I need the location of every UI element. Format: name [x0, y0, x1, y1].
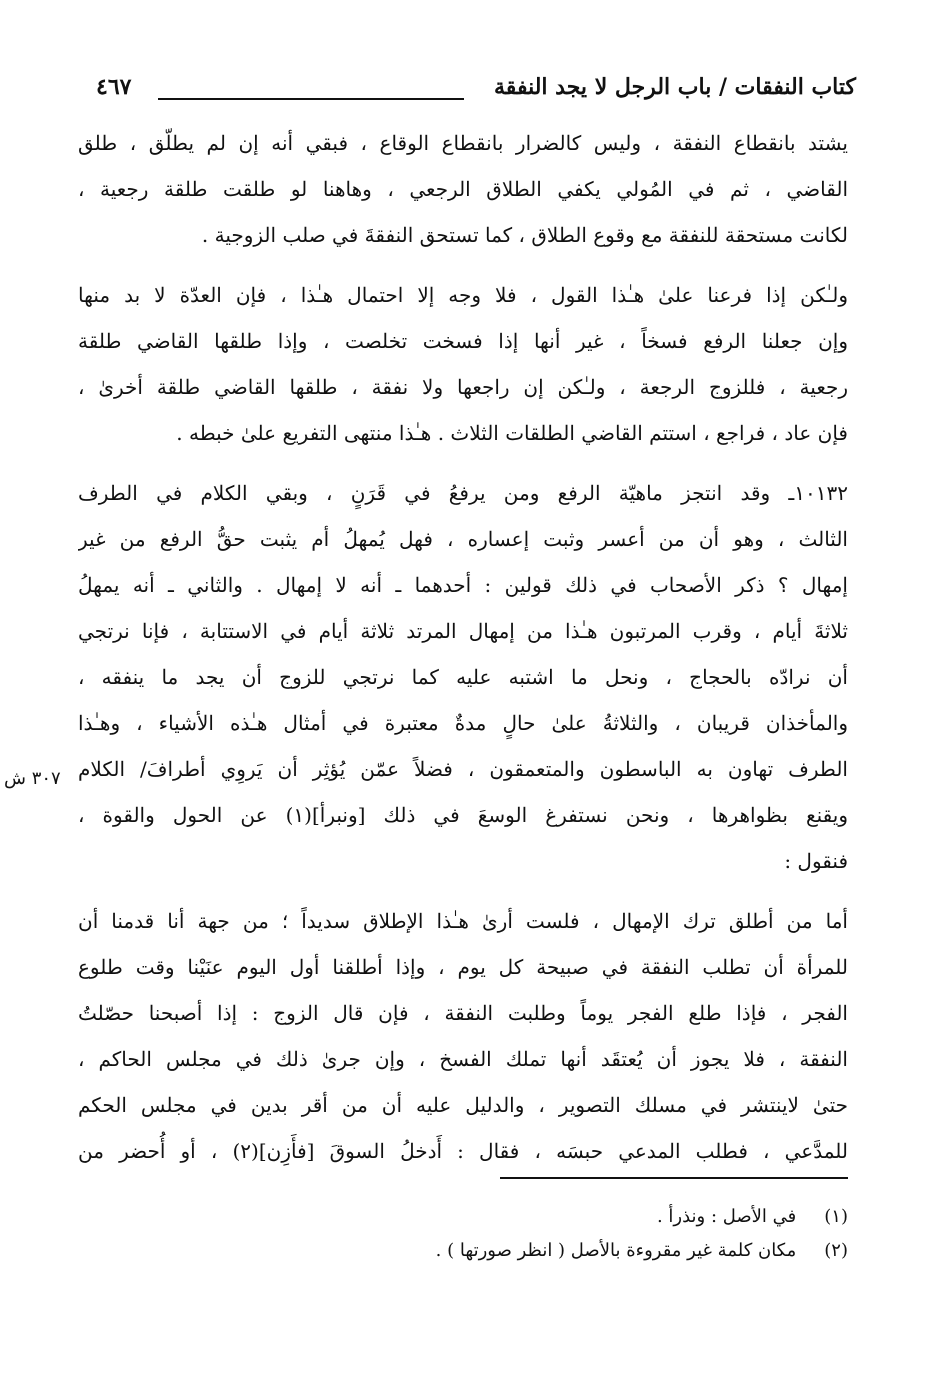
- text-line: ١٠١٣٢ـ وقد انتجز ماهيّة الرفع ومن يرفعُ في قَرَنٍ ، وبقي الكلام في الطرف: [78, 481, 848, 505]
- text-line: لكانت مستحقة للنفقة مع وقوع الطلاق ، كما تستحق النفقةَ في صلب الزوجية .: [201, 223, 848, 247]
- footnote-number: (٢): [824, 1240, 848, 1261]
- header-rule: [158, 98, 464, 100]
- text-line: القاضي ، ثم في المُولي يكفي الطلاق الرجعي ، وهاهنا لو طلقت طلقة رجعية ،: [78, 177, 848, 201]
- main-text: [78, 120, 848, 1188]
- footnote-rule: [500, 1177, 848, 1179]
- paragraph-1: [78, 120, 848, 258]
- footnote: [148, 1234, 848, 1268]
- text-line: النفقة ، فلا يجوز أن يُعتقَد أنها تملك الفسخ ، وإن جرىٰ ذلك في مجلس الحاكم ،: [78, 1047, 848, 1071]
- paragraph-2: [78, 272, 848, 456]
- text-line: فإن عاد ، فراجع ، استتم القاضي الطلقات الثلاث . هـٰذا منتهى التفريع علىٰ خبطه .: [176, 421, 848, 445]
- text-line: ثلاثةَ أيام ، وقرب المرتبون هـٰذا من إمهال المرتد ثلاثة أيام في الاستتابة ، فإنا نرتجي: [78, 619, 848, 643]
- text-line: ولـٰكن إذا فرعنا علىٰ هـٰذا القول ، فلا وجه إلا احتمال هـٰذا ، فإن العدّة لا بد منها: [78, 283, 848, 307]
- text-line: الفجر ، فإذا طلع الفجر يوماً وطلبت النفقة ، فإن قال الزوج : إذا أصبحنا حصّلتُ: [78, 1001, 848, 1025]
- text-line: فنقول :: [784, 849, 848, 873]
- text-line: حتىٰ لاينتشر في مسلك التصوير ، والدليل عليه أن من أقر بدين في مجلس الحكم: [78, 1093, 848, 1117]
- footnotes: [148, 1200, 848, 1268]
- text-line: وإن جعلنا الرفع فسخاً ، غير أنها إذا فسخت تخلصت ، وإذا طلقها القاضي طلقة: [78, 329, 848, 353]
- footnote: [148, 1200, 848, 1234]
- text-line: رجعية ، فللزوج الرجعة ، ولـٰكن إن راجعها ولا نفقة ، طلقها القاضي طلقة أخرىٰ ،: [78, 375, 848, 399]
- page-number: ٤٦٧: [96, 74, 132, 100]
- text-line: إمهال ؟ ذكر الأصحاب في ذلك قولين : أحدهما ـ أنه لا إمهال . والثاني ـ أنه يمهلُ: [78, 573, 848, 597]
- text-line: والمأخذان قريبان ، والثلاثةُ علىٰ حالٍ مدةٌ معتبرة في أمثال هـٰذه الأشياء ، وهـٰذا: [78, 711, 848, 735]
- text-line: أما من أطلق ترك الإمهال ، فلست أرىٰ هـٰذا الإطلاق سديداً ؛ من جهة أنا قدمنا أن: [78, 909, 848, 933]
- paragraph-3: [78, 470, 848, 884]
- text-line: الثالث ، وهو أن من أعسر وثبت إعساره ، فهل يُمهلُ أم يثبت حقُّ الرفع من غير: [78, 527, 848, 551]
- running-header-title: كتاب النفقات / باب الرجل لا يجد النفقة: [494, 74, 856, 100]
- text-line: الطرف تهاون به الباسطون والمتعمقون ، فضلاً عمّن يُؤثِر أن يَروِي أطرافَ/ الكلام: [78, 757, 848, 781]
- text-line: أن نرادّه بالحجاج ، ونحل ما اشتبه عليه كما نرتجي للزوج أن يجد ما ينفقه ،: [78, 665, 848, 689]
- text-line: للمدَّعي ، فطلب المدعي حبسَه ، فقال : أَدخلُ السوقَ [فأَزِن](٢) ، أو أُحضر من: [78, 1139, 848, 1163]
- text-line: يشتد بانقطاع النفقة ، وليس كالضرار بانقطاع الوقاع ، فبقي أنه إن لم يطلّق ، طلق: [78, 131, 848, 155]
- text-line: ويقنع بظواهرها ، ونحن نستفرغ الوسعَ في ذلك [ونبرأ](١) عن الحول والقوة ،: [78, 803, 848, 827]
- running-header: [96, 70, 856, 110]
- text-line: للمرأة أن تطلب النفقة في صبيحة كل يوم ، وإذا أطلقنا أول اليوم عنَيْنا وقت طلوع: [78, 955, 848, 979]
- margin-folio-note: ٣٠٧ ش: [4, 768, 61, 789]
- footnote-number: (١): [824, 1206, 848, 1227]
- footnote-text: في الأصل : ونذرأ .: [656, 1206, 797, 1227]
- paragraph-4: [78, 898, 848, 1174]
- footnote-text: مكان كلمة غير مقروءة بالأصل ( انظر صورتها ) .: [435, 1240, 797, 1261]
